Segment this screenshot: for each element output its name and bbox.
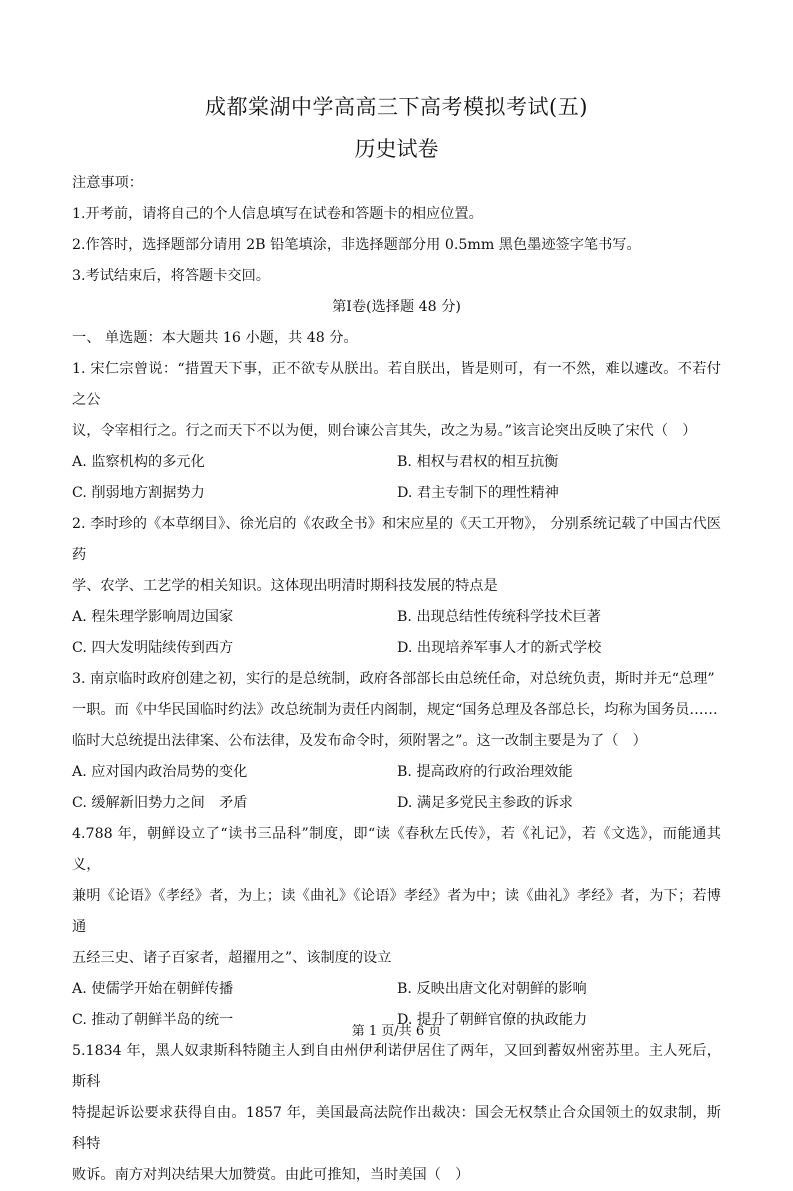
- option-b: B. 提高政府的行政治理效能: [397, 764, 573, 780]
- option-grid: [72, 447, 721, 509]
- option-b: B. 反映出唐文化对朝鲜的影响: [397, 981, 587, 997]
- notice-block: [72, 168, 721, 292]
- option-b: B. 相权与君权的相互抗衡: [397, 454, 559, 470]
- question-stem-line: 兼明《论语》《孝经》者，为上；读《曲礼》《论语》孝经》者为中；读《曲礼》孝经》者，为下；若博通: [72, 888, 721, 935]
- question-stem-line: 1. 宋仁宗曾说：“措置天下事，正不欲专从朕出。若自朕出，皆是则可，有一不然，难以遽改。不若付之公: [72, 361, 721, 408]
- question-stem-line: 一职。而《中华民国临时约法》改总统制为责任内阁制，规定“国务总理及各部总长，均称为国务员……: [72, 702, 718, 718]
- option-a: A. 监察机构的多元化: [72, 454, 205, 470]
- option-d: D. 出现培养军事人才的新式学校: [397, 640, 602, 656]
- section-instruction: 一、 单选题：本大题共 16 小题，共 48 分。: [72, 330, 358, 346]
- exam-title: 成都棠湖中学高高三下高考模拟考试(五): [205, 95, 588, 119]
- option-a: A. 应对国内政治局势的变化: [72, 764, 248, 780]
- question-stem-line: 4.788 年，朝鲜设立了“读书三品科”制度，即“读《春秋左氏传》，若《礼记》，若《文选》，而能通其义，: [72, 826, 721, 873]
- question-2: [72, 509, 721, 664]
- option-c: C. 推动了朝鲜半岛的统一: [72, 1012, 234, 1028]
- question-1: [72, 354, 721, 509]
- question-stem-line: 五经三史、诸子百家者，超擢用之”、该制度的设立: [72, 950, 392, 966]
- exam-subtitle: 历史试卷: [354, 137, 439, 161]
- question-stem-line: 议，令宰相行之。行之而天下不以为便，则台谏公言其失，改之为易。”该言论突出反映了宋代（ ）: [72, 423, 697, 439]
- question-stem-line: 2. 李时珍的《本草纲目》、徐光启的《农政全书》和宋应星的《天工开物》， 分别系统记载了中国古代医药: [72, 516, 721, 563]
- option-d: D. 满足多党民主参政的诉求: [397, 795, 573, 811]
- question-stem-line: 学、农学、工艺学的相关知识。这体现出明清时期科技发展的特点是: [72, 578, 498, 594]
- notice-item: 3.考试结束后，将答题卡交回。: [72, 268, 270, 284]
- question-stem-line: 临时大总统提出法律案、公布法律，及发布命令时，须附署之”。这一改制主要是为了（ ）: [72, 733, 647, 749]
- option-d: D. 提升了朝鲜官僚的执政能力: [397, 1012, 588, 1028]
- question-stem-line: 3. 南京临时政府创建之初，实行的是总统制，政府各部部长由总统任命，对总统负责，斯时并无“总理”: [72, 671, 715, 687]
- question-5: [72, 1036, 721, 1191]
- question-stem-line: 败诉。南方对判决结果大加赞赏。由此可推知，当时美国（ ）: [72, 1167, 470, 1183]
- section-title: 第Ⅰ卷(选择题 48 分): [332, 299, 461, 315]
- question-stem-line: 5.1834 年，黑人奴隶斯科特随主人到自由州伊利诺伊居住了两年，又回到蓄奴州密苏里。主人死后，斯科: [72, 1043, 721, 1090]
- option-grid: [72, 602, 721, 664]
- option-d: D. 君主专制下的理性精神: [397, 485, 559, 501]
- question-4: [72, 819, 721, 1036]
- option-a: A. 程朱理学影响周边国家: [72, 609, 234, 625]
- page-number: 第 1 页/共 6 页: [351, 1024, 442, 1039]
- option-b: B. 出现总结性传统科学技术巨著: [397, 609, 601, 625]
- question-3: [72, 664, 721, 819]
- option-c: C. 削弱地方割据势力: [72, 485, 205, 501]
- notice-item: 2.作答时，选择题部分请用 2B 铅笔填涂，非选择题部分用 0.5mm 黑色墨迹签字笔书写。: [72, 237, 641, 253]
- option-c: C. 四大发明陆续传到西方: [72, 640, 234, 656]
- notice-item: 1.开考前，请将自己的个人信息填写在试卷和答题卡的相应位置。: [72, 206, 483, 222]
- option-a: A. 使儒学开始在朝鲜传播: [72, 981, 234, 997]
- option-c: C. 缓解新旧势力之间 矛盾: [72, 795, 248, 811]
- option-grid: [72, 757, 721, 819]
- notice-heading: 注意事项：: [72, 175, 143, 191]
- question-stem-line: 特提起诉讼要求获得自由。1857 年，美国最高法院作出裁决：国会无权禁止合众国领土的奴隶制，斯科特: [72, 1105, 721, 1152]
